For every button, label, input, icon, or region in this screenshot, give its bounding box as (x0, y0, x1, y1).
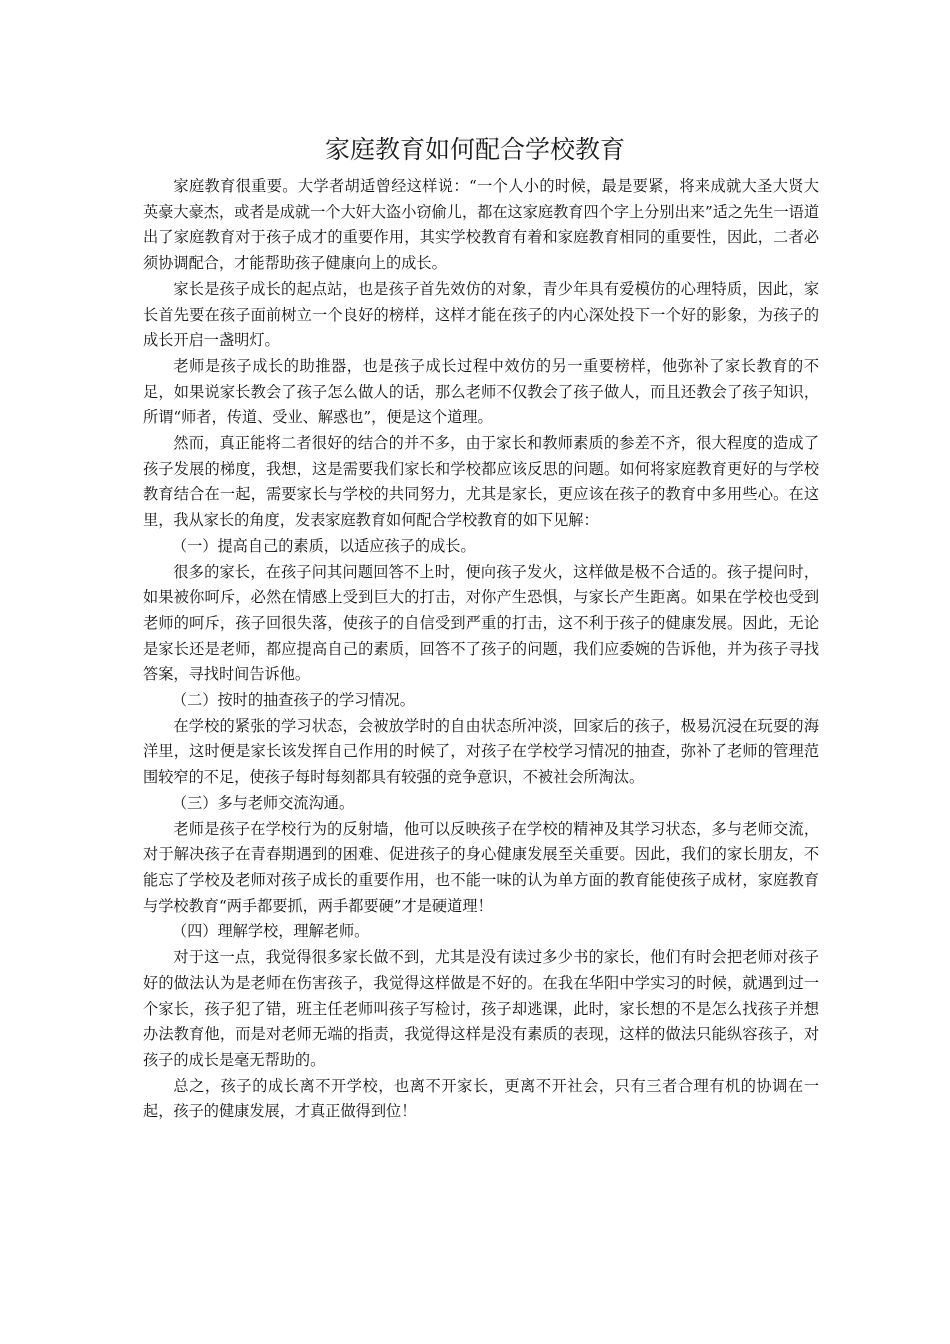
intro-paragraph-2: 家长是孩子成长的起点站，也是孩子首先效仿的对象，青少年具有爱模仿的心理特质，因此，家长首先要在孩子面前树立一个良好的榜样，这样才能在孩子的内心深处投下一个好的影象，为孩子的成长开启一盏明灯。 (143, 279, 819, 350)
section-2-heading: （二）按时的抽查孩子的学习情况。 (171, 691, 415, 710)
section-1-heading: （一）提高自己的素质，以适应孩子的成长。 (171, 536, 476, 555)
section-4-heading: （四）理解学校，理解老师。 (171, 922, 370, 941)
section-3-text: 老师是孩子在学校行为的反射墙，他可以反映孩子在学校的精神及其学习状态，多与老师交流，对于解决孩子在青春期遇到的困难、促进孩子的身心健康发展至关重要。因此，我们的家长朋友，不能忘了学校及老师对孩子成长的重要作用，也不能一味的认为单方面的教育能使孩子成材，家庭教育与学校教育“两手都要抓，两手都要硬”才是硬道理！ (143, 819, 819, 915)
document-title: 家庭教育如何配合学校教育 (324, 135, 625, 164)
section-2-text: 在学校的紧张的学习状态，会被放学时的自由状态所冲淡，回家后的孩子，极易沉浸在玩耍的海洋里，这时便是家长该发挥自己作用的时候了，对孩子在学校学习情况的抽查，弥补了老师的管理范围较窄的不足，使孩子每时每刻都具有较强的竞争意识，不被社会所淘汰。 (143, 716, 819, 787)
section-1-text: 很多的家长，在孩子问其问题回答不上时，便向孩子发火，这样做是极不合适的。孩子提问时，如果被你呵斥，必然在情感上受到巨大的打击，对你产生恐惧，与家长产生距离。如果在学校也受到老师的呵斥，孩子回很失落，使孩子的自信受到严重的打击，这不利于孩子的健康发展。因此，无论是家长还是老师，都应提高自己的素质，回答不了孩子的问题，我们应委婉的告诉他，并为孩子寻找答案，寻找时间告诉他。 (143, 562, 819, 684)
intro-paragraph-3: 老师是孩子成长的助推器，也是孩子成长过程中效仿的另一重要榜样，他弥补了家长教育的不足，如果说家长教会了孩子怎么做人的话，那么老师不仅教会了孩子做人，而且还教会了孩子知识，所谓“师者，传道、受业、解惑也”，便是这个道理。 (143, 356, 819, 427)
intro-paragraph-1: 家庭教育很重要。大学者胡适曾经这样说：“一个人小的时候，最是要紧，将来成就大圣大贤大英豪大豪杰，或者是成就一个大奸大盗小窃偷儿，都在这家庭教育四个字上分别出来”适之先生一语道出了家庭教育对于孩子成才的重要作用，其实学校教育有着和家庭教育相同的重要性，因此，二者必须协调配合，才能帮助孩子健康向上的成长。 (143, 177, 820, 273)
document-body (143, 174, 819, 1125)
conclusion-paragraph: 总之，孩子的成长离不开学校，也离不开家长，更离不开社会，只有三者合理有机的协调在一起，孩子的健康发展，才真正做得到位！ (143, 1076, 819, 1121)
section-4-text: 对于这一点，我觉得很多家长做不到，尤其是没有读过多少书的家长，他们有时会把老师对孩子好的做法认为是老师在伤害孩子，我觉得这样做是不好的。在我在华阳中学实习的时候，就遇到过一个家长，孩子犯了错，班主任老师叫孩子写检讨，孩子却逃课，此时，家长想的不是怎么找孩子并想办法教育他，而是对老师无端的指责，我觉得这样是没有素质的表现，这样的做法只能纵容孩子，对孩子的成长是毫无帮助的。 (143, 948, 819, 1069)
intro-paragraph-4: 然而，真正能将二者很好的结合的并不多，由于家长和教师素质的参差不齐，很大程度的造成了孩子发展的梯度，我想，这是需要我们家长和学校都应该反思的问题。如何将家庭教育更好的与学校教育结合在一起，需要家长与学校的共同努力，尤其是家长，更应该在孩子的教育中多用些心。在这里，我从家长的角度，发表家庭教育如何配合学校教育的如下见解： (143, 434, 819, 530)
section-3-heading: （三）多与老师交流沟通。 (171, 793, 355, 812)
